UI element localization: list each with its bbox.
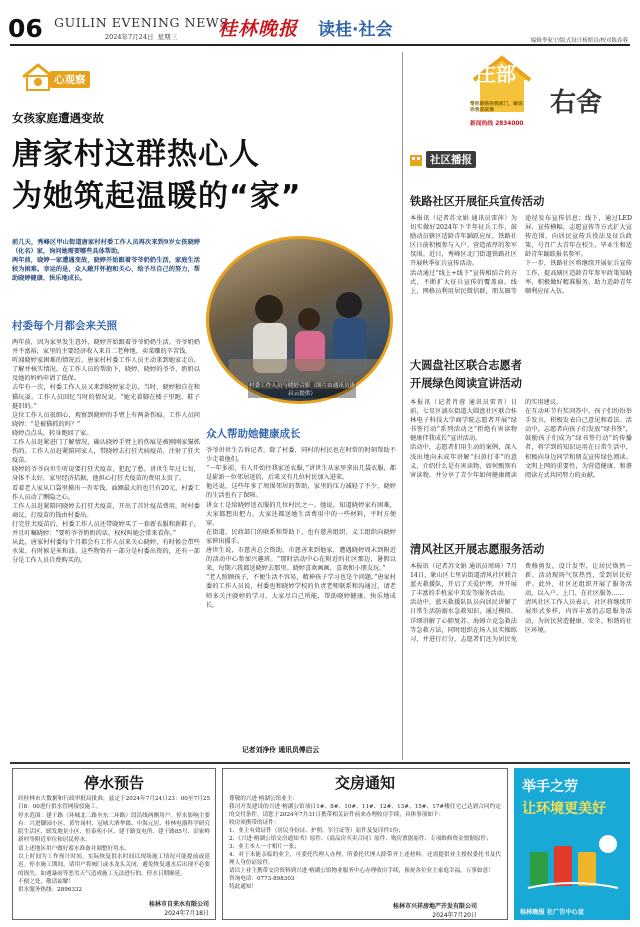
subhead-village-committee: 村委每个月都会来关照 <box>12 320 117 332</box>
photo-people-illustration <box>209 239 393 404</box>
byline: 记者刘净伶 通讯员傅启云 <box>242 746 320 754</box>
community-tag <box>408 150 498 170</box>
headline-line-2: 为她筑起温暖的“家” <box>12 179 302 214</box>
lead-paragraph: 前几天，秀峰区甲山街道唐家村村委工作人员再次来到9岁女孩晓婷（化名）家，询问她需要哪些具体帮助。 两年前，晓婷一家遭遇变故，晓婷开始跟着爷爷奶奶生活，家庭生活较为困难。幸运的是，众人敞开怀抱和关心，给予尽自己的努力，帮助晓婷健康、快乐地成长。 <box>12 239 200 283</box>
paper-english-name: GUILIN EVENING NEWS <box>54 15 229 30</box>
photo-caption: 村委工作人员与晓婷合影（图片由通讯员唐启云提供） <box>248 383 356 397</box>
date-text: 2024年7月24日 <box>105 33 154 41</box>
housing-delivery-body: 尊敬的兴进·榕湖公馆业主： 我司开发建设的兴进·榕湖公馆项目1#、8#、10#、11#、12#、13#、15#、17#楼住宅已达到合同约定的交付条件，请您于2024年7月31日携带相关证件前来办理收房手续，具体事项如下： 收房须携带的证件： 1、业主有效证件（居民身份证、护照、军官证等）原件及复印件1份； 2、《兴进·榕湖公馆交房通知书》原件、《商品房买卖合同》原件、购房票据原件、专项维修资金票据原件； 3、业主本人一寸相片一张； 4、对于未能亲临的业主，可委托代理人办理，所委托代理人除带齐上述材料，还需提供业主授权委托书及代理人身份证原件。 请以上业主携带交房资料到兴进·榕湖公馆物业服务中心办理收房手续，预祝各位业主家庭幸福，万事如意！ 咨询电话：0773-898303 特此通知！ <box>229 796 501 890</box>
column-description: 帮你联络你我家门，解说你我家故事 <box>470 102 523 113</box>
public-service-ad <box>514 768 630 920</box>
housing-delivery-signer: 桂林市兴祥房地产开发有限公司 <box>392 903 477 910</box>
headline-line-1: 唐家村这群热心人 <box>12 137 260 172</box>
body-column-1: 两年前，因为家里发生意外，晓婷开始跟着爷爷奶奶生活。爷爷奶奶并不富裕，家里的主要经济收入来自二老种地、卖菜赚的辛苦钱。 听闻晓婷家困难的情况后，唐家村村委工作人员主动来到她家走访，了解并核实情况。在工作人员的帮助下，晓婷、晓婷的爷爷、奶奶以及她的妈妈申请了低保。 去年有一次，村委工作人员又来到晓婷家走访，当时，晓婷独自在和猫玩耍。工作人员回忆当时的情况说，“她光着脚在楼子里跑，鞋子挺旧的。” 这位工作人员很细心，观察到晓婷的手臂上有两条伤痕。工作人员问晓婷：“是被猫抓的吗？” 晓婷点点头，转身跑回了家。 工作人员赶紧进门了解情况，确认晓婷手臂上的伤痕是被刚刚家猫抓伤的。工作人员赶紧陪同家人，带晓婷去打狂犬病疫苗、注射了狂犬疫苗。 晓婷的爷爷向世生听说要打狂犬疫苗，犯起了愁。讲世生年过七旬，身体不太好，家里经济拮据，他担心打狂犬疫苗的费用太贵了。 看着老人家从口袋里摸出一沓零钱，面额最大的也只有20元，村委工作人员动了恻隐之心。 工作人员赶紧陪同晓婷去打狂犬疫苗，开出了首针疫苗费用，时村委商议，打疫苗的钱由村委出。 打完狂犬疫苗后，村委工作人员还带晓婷买了一套新衣服和新鞋子，并且叮嘱晓婷：“要听爷爷奶奶的话，权权叫她会常来看你。” 从此，唐家村村委每个月都会有工作人员来关心晓婷，有时候会带些水果、有时候是米和油。这些物资有一部分是村委出资的，还有一部分是工作人员自费购买的。 <box>12 339 200 565</box>
article-3-title: 清风社区开展志愿服务活动 <box>410 543 545 556</box>
housing-delivery-date: 2024年7月20日 <box>432 912 477 919</box>
notices-top-rule <box>10 762 630 764</box>
article-3-body: 本报讯（记者苏文娟 通讯员周琦）7月14日，象山区七里店街道清风社区联合蓝天救援队，开启了关爱护理，并开展了丰富的手机家中美发等服务活动。 活动中，蓝天救援队队员向居民讲解了日常生活防溺水急救知识，通过模拟、详细讲解了心肺复苏、海姆立克急救法等急救方法，同时组织在场人员实操练习，并进行打分，志愿者们还为居民免费修剪发，设计发型，让居民焕然一新。活动现场气氛热烈，受到居民好评。此外，社区还组织开展了服务活动，以入户、上门、在社区服务…… 清风社区工作人员表示，社区将继续开展形式多样，内容丰富的志愿服务活动，为居民营造健康、安全、和谐的社区环境。 <box>410 563 632 643</box>
article-2-title-line-2: 开展绿色阅读宣讲活动 <box>410 377 522 390</box>
neighborhood-column-header <box>470 52 630 130</box>
column-title-1: 庄部 <box>476 62 516 86</box>
ad-line-2: 让环境更美好 <box>522 801 606 817</box>
water-outage-body: 经桂林市大数据和行政审批局批准，兹定于2024年7月24日23：00至7月25日8：00进行供水管网接驳施工。 停水范围：建干路（环城北二路至东二环路）段沿线两侧用户。停水影响主要有：兴进御园小区、黄竹岗村、冠城大酒华郡、中海元居、桂林电器科学研究院生活区、联发地景小区、恒泰苑小区、建干路变电所、建干路85号、彭家岭新村等附近单位和居民停水。 请上述地区用户做好蓄水准备并调整好用水。 以上时间为工作预计时间，实际恢复供水时间以现场施工情况可能提前或延迟。停水施工期间，请用户将阀门或水龙头关闭，避免恢复通水后出现不必要的损失。如遇暴雨等恶劣天气造成施工无法进行的，停水日期顺延。 不便之处，敬请谅解！ 供水服务热线：2896332 <box>18 796 210 894</box>
section-name: 读桂·社会 <box>318 20 393 40</box>
issue-date <box>105 32 177 41</box>
housing-delivery-title: 交房通知 <box>334 774 395 792</box>
ad-signer: 桂林晚报 社广告中心宣 <box>520 909 585 916</box>
story-photo <box>206 236 393 404</box>
column-title-2: 右舍 <box>550 88 603 118</box>
waste-sorting-icon <box>522 824 622 894</box>
article-2-body: 本报讯（记者肖蓉 通讯员雷晋）日前，七星区漓东街道大圆盘社区联合桂林电子科技大学商学院志愿者开展“绿书签行动”系列活动之“拒绝有害读物 健康伴我成长”宣讲活动。 活动中，志愿者们用生动的案例，深入浅出地向未成年讲解“扫黄打非”的意义，介绍什么是有害读物，如何甄别有害读物，并分享了青少年如何健康阅读的实用建议。 在互动环节有奖问答中，孩子们纷纷举手发言，积极发表自己意见和看法。活动中，志愿者向孩子们发放“绿书签”，鼓励孩子们成为“绿书签行动”的传播者，将学到的知识运用在日常生活中，积极向身边同学和朋友宣传绿色阅读。文明上网的重要性，为营造健康、和谐阅读方式共同努力的贡献。 <box>410 399 632 479</box>
water-outage-date: 2024年7月18日 <box>164 910 209 917</box>
column-divider <box>402 52 403 760</box>
article-1-body: 本报讯（记者苏文娟 通讯员雷萍）为切实做好2024年下半年征兵工作，鼓励动员辖区适龄青年踊跃应征，铁路社区日前积极参与入户、营造浓厚的参军氛围。近日，秀峰区北门街道铁路社区开展秋季征兵宣传活动。 活动通过“线上+线下”宣传相结合的方式，不断扩大征兵宣传的覆盖面。线上，网格员利用居民微信群，朋友圈等途径发布宣传信息；线下，通过LED屏、宣传横幅、志愿宣传等方式扩大宣传范围，向居民宣传兵役法及征兵政策，号召广大青年在校生、毕业生和适龄青年踊跃报名参军。 下一步，铁路社区将继续开展征兵宣传工作，提高辖区适龄青年参军政策知晓率，积极做好精准服务，助力适龄青年顺利应征入伍。 <box>410 215 632 295</box>
ad-line-1: 举手之劳 <box>522 779 578 795</box>
article-1-title: 铁路社区开展征兵宣传活动 <box>410 195 545 208</box>
section-tag: 心观察 <box>50 71 90 88</box>
community-tag-label: 社区播报 <box>426 151 476 168</box>
water-outage-signer: 桂林市自来水有限公司 <box>148 901 209 908</box>
editor-credits: 编辑李家宁/版式设计杨斯诗/校对陈春蓉 <box>530 38 628 44</box>
housing-delivery-notice <box>222 768 508 920</box>
page-number: 06 <box>8 14 43 43</box>
news-hotline: 新闻热线 2834000 <box>470 121 524 127</box>
body-column-2: 爷爷讲世生告诉记者，除了村委，同村的村民也在时常的时刻帮助不少走着他们。 “一年多前，有人开始往我家送衣服，”讲世生从家里拿出几袋衣服，都是崭新一位邻居送的，后来又有几位村民加入进来。 他还说，这些年多了周围邻居的帮助，家里的压力减轻了不少，晓婷的生活也有了保障。 讲女士是给晓婷送衣服的几位村民之一。她说，知道晓婷家有困难，大家都想出把力。大家还都送她生活费用中的一些材料，平时方便穿。 在街道、民政部门的联系和帮助下，也有慈善组织、义工组织向晓婷家伸出援手。 唐世生说，市慈善总会资助，市慈善来到他家，遭遇晓婷周末到附近的活动中心参加兴趣班。“那时活动中心在附近的社区那边，暑假以来，每期六我都送晓婷去那里。晓婷喜欢画画，喜欢和小朋友玩。” “老人照顾孩子，不便生活不容易，精神孩子学习也是个问题。”唐家村委的工作人员说，村委也和晓婷学校的负责老师联系和沟通过，请老师多关注晓婷的学习。大家尽自己所能，帮助晓婷健康、快乐地成长。 <box>206 447 396 609</box>
section-badge <box>20 66 106 92</box>
water-outage-title: 停水预告 <box>83 774 144 792</box>
subhead-community-help: 众人帮助她健康成长 <box>206 428 301 440</box>
kicker: 女孩家庭遭遇变故 <box>12 111 104 125</box>
article-2-title-line-1: 大圆盘社区联合志愿者 <box>410 359 522 372</box>
header-rule <box>10 44 630 46</box>
water-outage-notice <box>12 768 216 920</box>
weekday-text: 星期三 <box>157 33 178 41</box>
paper-logo: 桂林晚报 <box>218 18 299 40</box>
building-icon <box>408 151 424 167</box>
